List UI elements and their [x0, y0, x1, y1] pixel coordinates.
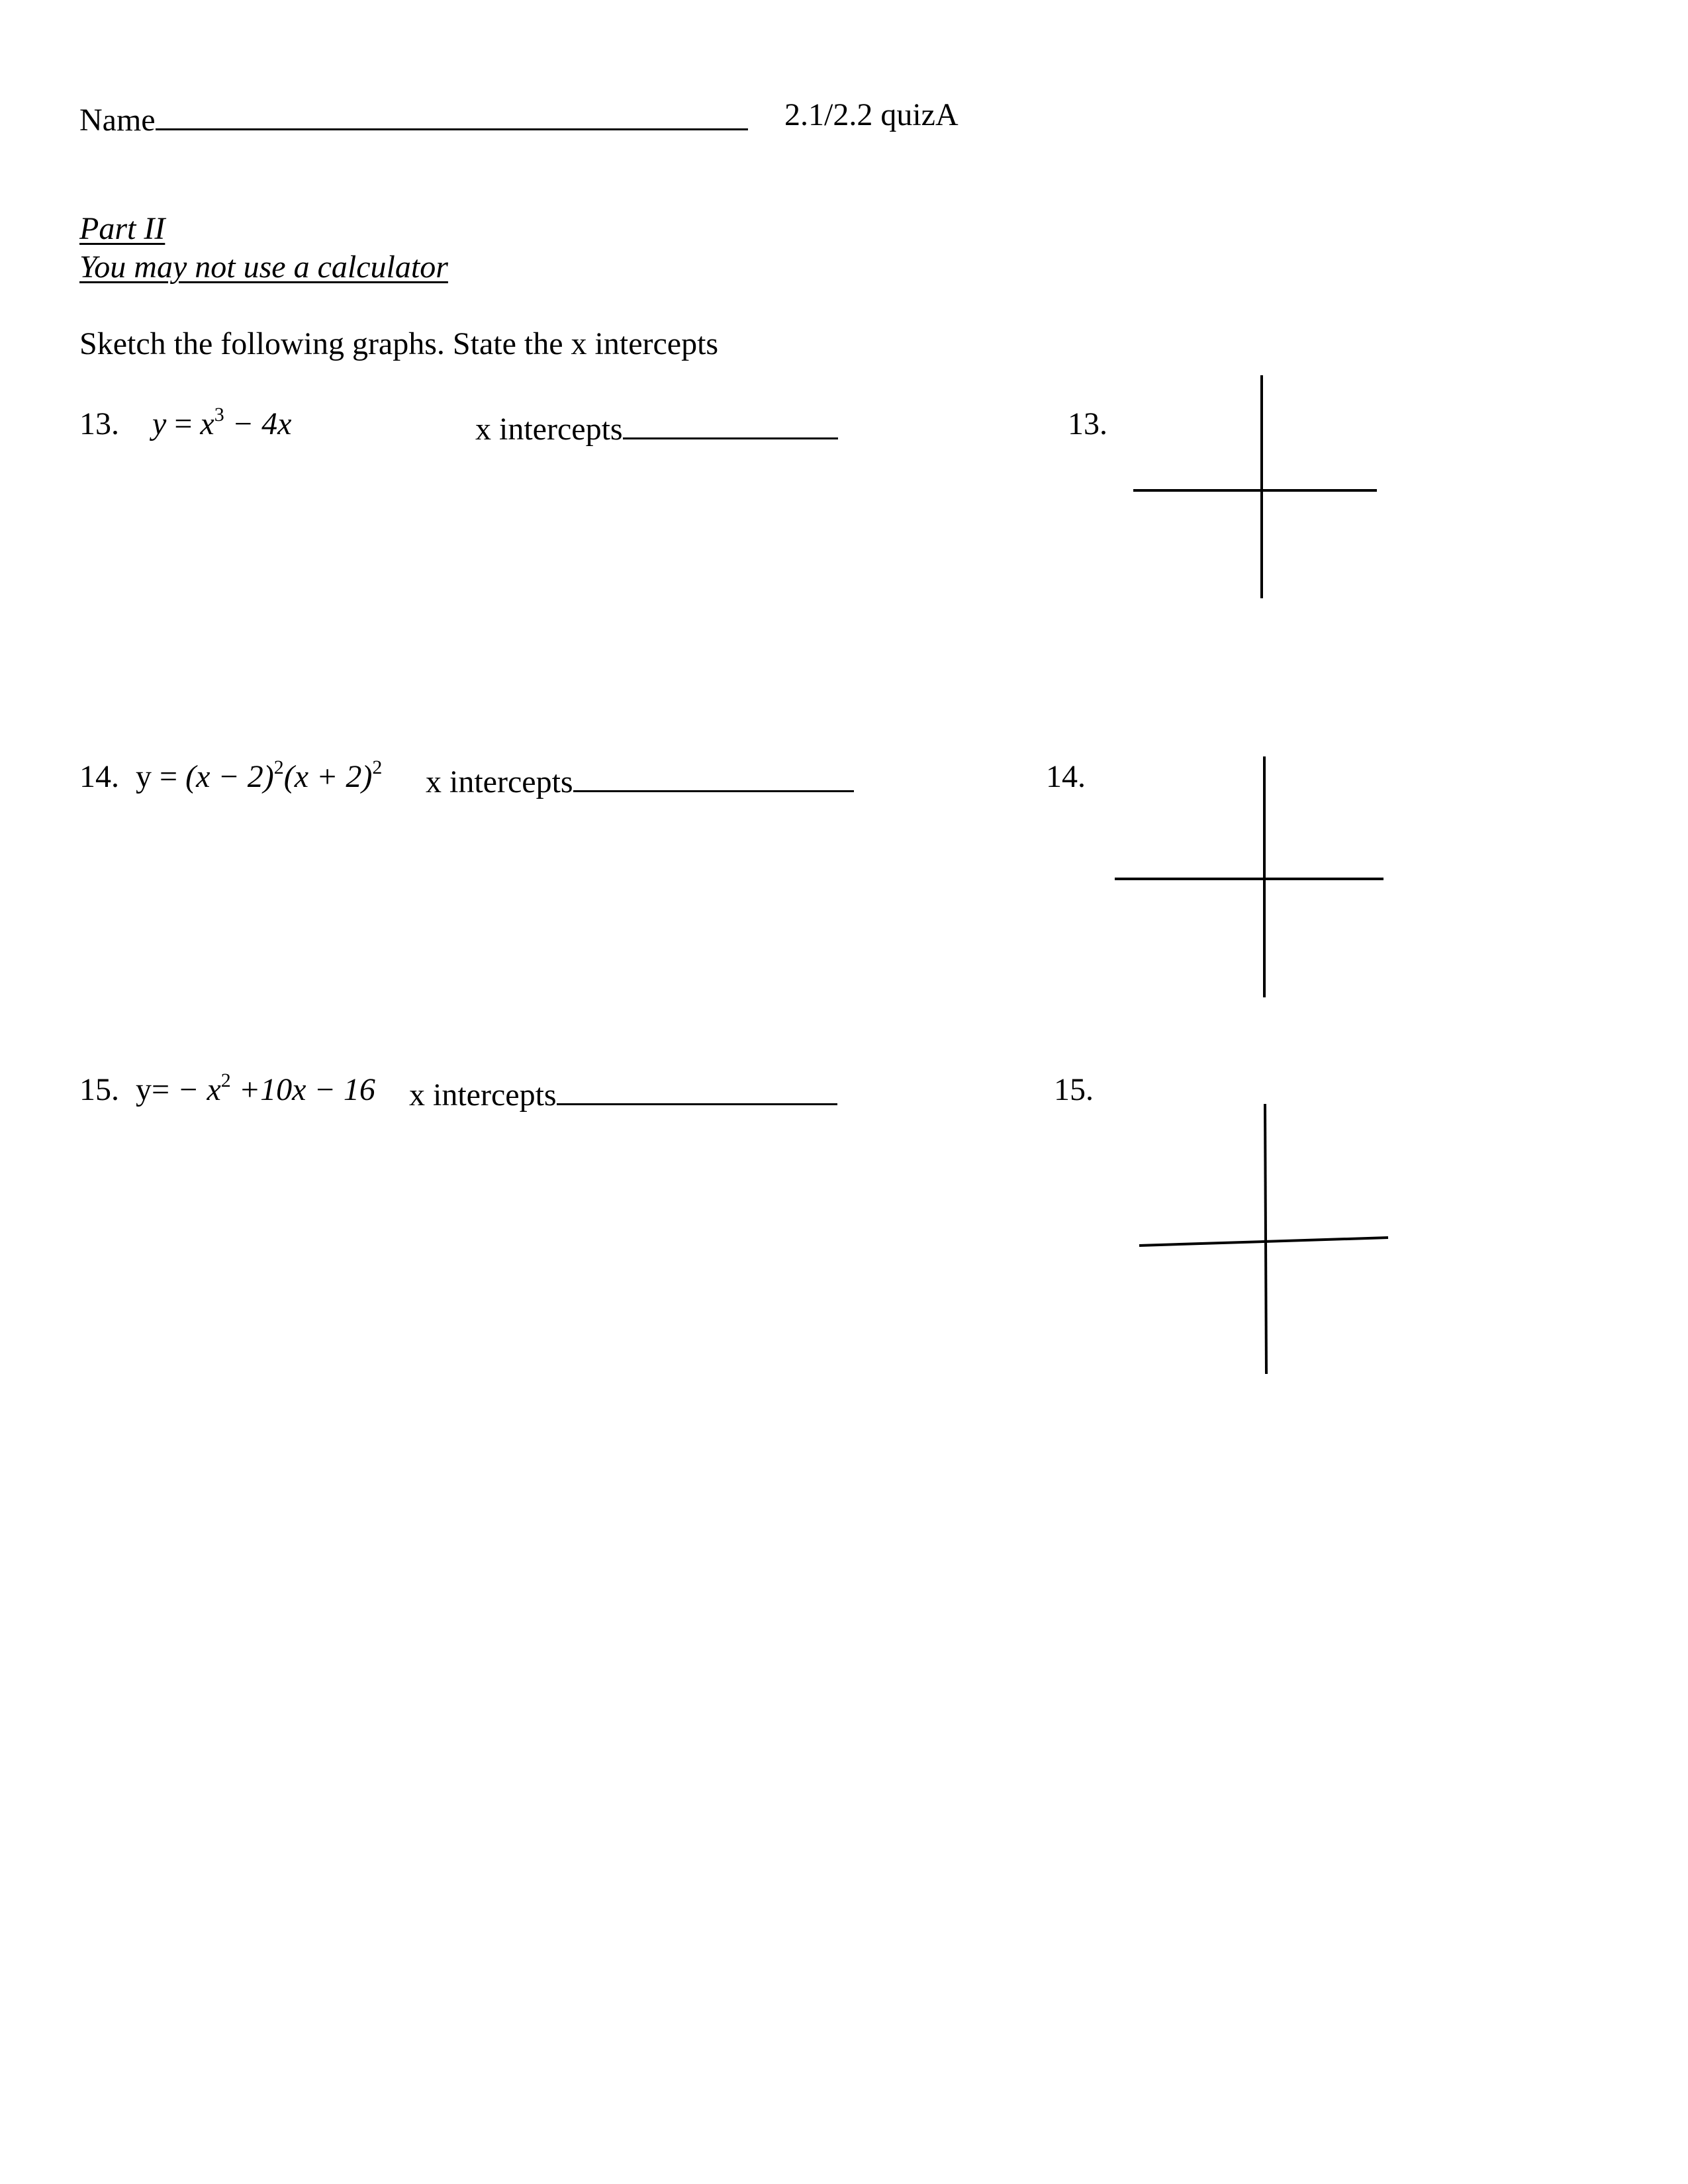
- problem-13-intercepts: [475, 408, 838, 445]
- problem-14-number: 14.: [79, 759, 119, 794]
- eq13-x: x: [200, 406, 214, 441]
- graph-15-axes[interactable]: [1135, 1099, 1400, 1383]
- eq15-rest: +10x − 16: [230, 1072, 375, 1107]
- eq13-rest: − 4x: [224, 406, 292, 441]
- part-note: You may not use a calculator: [79, 250, 448, 285]
- problem-13-number: 13.: [79, 406, 119, 441]
- problem-14-answer-blank[interactable]: [573, 761, 854, 792]
- eq14-group2: (x + 2): [283, 759, 373, 794]
- problem-14-intercepts: [426, 761, 854, 798]
- eq15-term1: − x: [177, 1072, 221, 1107]
- problem-15-number: 15.: [79, 1072, 119, 1107]
- problem-13-intercepts-label: x intercepts: [475, 412, 623, 447]
- name-input[interactable]: [156, 99, 748, 130]
- eq13-equals: =: [166, 406, 201, 441]
- part-title: Part II: [79, 211, 165, 246]
- problem-14-equation: [136, 756, 383, 794]
- graph-15-label: 15.: [1054, 1072, 1094, 1107]
- eq14-exp1: 2: [273, 756, 284, 778]
- problem-13-equation: [152, 404, 292, 441]
- name-label: Name: [79, 103, 156, 138]
- graph-15-x-axis: [1139, 1238, 1388, 1246]
- graph-15-y-axis: [1265, 1104, 1266, 1374]
- eq14-group1: (x − 2): [185, 759, 274, 794]
- graph-14-axes[interactable]: [1112, 754, 1397, 1006]
- eq15-prefix: y=: [136, 1072, 178, 1107]
- instructions: Sketch the following graphs. State the x intercepts: [79, 326, 719, 361]
- problem-14-intercepts-label: x intercepts: [426, 764, 573, 799]
- eq15-exp1: 2: [220, 1069, 231, 1091]
- problem-15-intercepts: [409, 1074, 837, 1111]
- eq14-prefix: y =: [136, 759, 186, 794]
- name-line: [79, 99, 748, 136]
- eq13-lhs: y: [152, 406, 167, 441]
- graph-13-axes[interactable]: [1125, 371, 1390, 602]
- problem-15-answer-blank[interactable]: [557, 1074, 837, 1105]
- problem-15-equation: [136, 1069, 375, 1107]
- problem-15-intercepts-label: x intercepts: [409, 1077, 557, 1113]
- graph-14-label: 14.: [1046, 759, 1086, 794]
- graph-13-label: 13.: [1068, 406, 1107, 441]
- problem-13-answer-blank[interactable]: [623, 408, 838, 439]
- quiz-title: 2.1/2.2 quizA: [784, 97, 959, 132]
- eq13-exp: 3: [214, 404, 224, 426]
- eq14-exp2: 2: [372, 756, 383, 778]
